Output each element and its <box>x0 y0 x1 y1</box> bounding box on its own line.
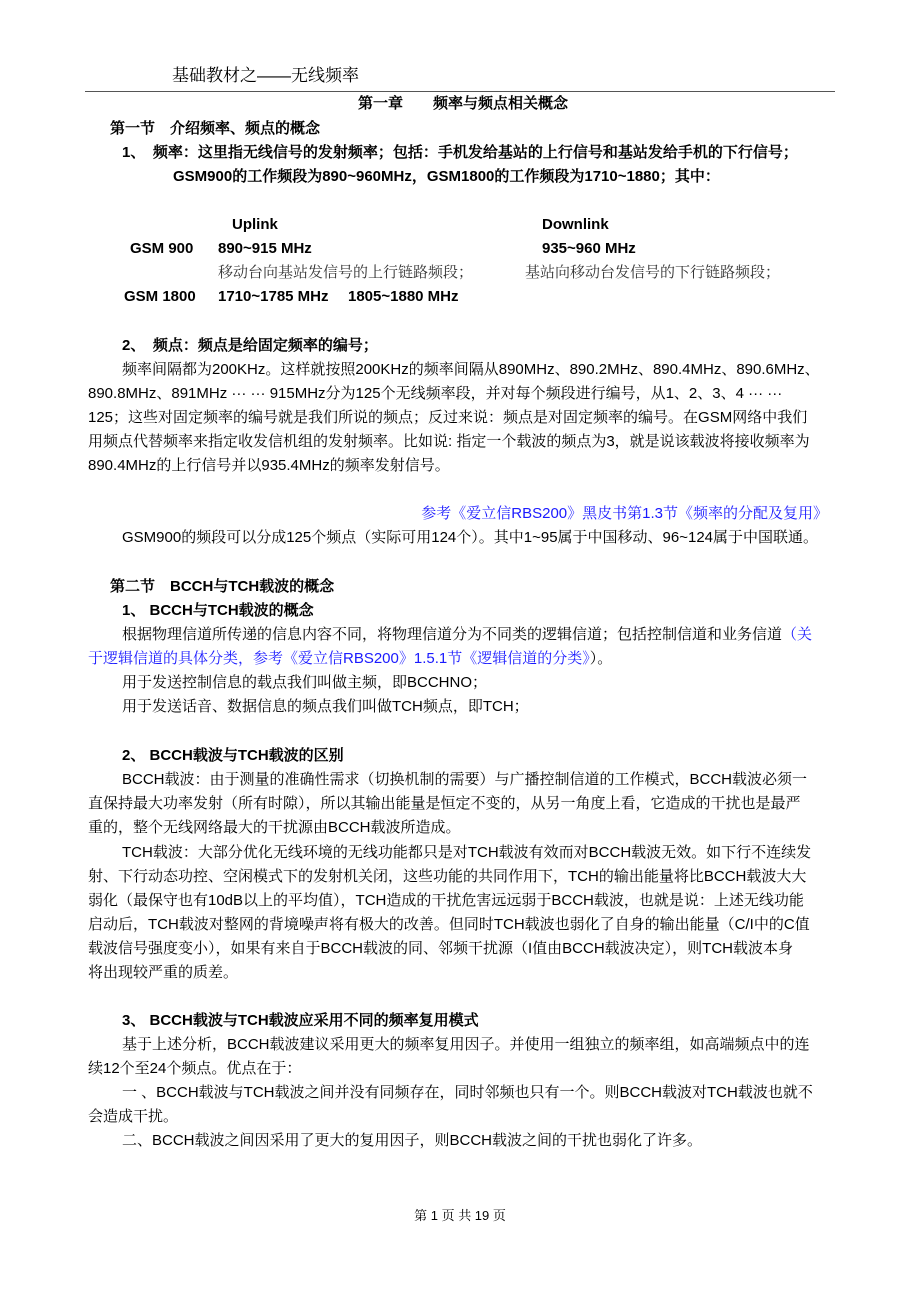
uplink-desc: 移动台向基站发信号的上行链路频段； <box>218 264 474 281</box>
paragraph-line: TCH载波：大部分优化无线环境的无线功能都只是对TCH载波有效而对BCCH载波无效。如下行不连续发 <box>122 844 812 861</box>
s2-item1-heading: 1、 BCCH与TCH载波的概念 <box>122 602 314 619</box>
s2-item2-heading: 2、 BCCH载波与TCH载波的区别 <box>122 747 344 764</box>
paragraph-line: 890.8MHz、891MHz ··· ··· 915MHz分为125个无线频率段，并对每个频段进行编号，从1、2、3、4 ··· ··· <box>88 385 783 402</box>
paragraph-line: 一 、BCCH载波与TCH载波之间并没有同频存在，同时邻频也只有一个。则BCCH载波对TCH载波也就不 <box>122 1084 813 1101</box>
paragraph-line: 启动后，TCH载波对整网的背境噪声将有极大的改善。但同时TCH载波也弱化了自身的输出能量（C/I中的C值 <box>88 916 810 933</box>
paragraph-line: 二、BCCH载波之间因采用了更大的复用因子，则BCCH载波之间的干扰也弱化了许多。 <box>122 1132 703 1149</box>
gsm1800-uplink: 1710~1785 MHz <box>218 288 329 305</box>
paragraph-line: 将出现较严重的质差。 <box>88 964 239 981</box>
paragraph-line <box>88 650 612 668</box>
line-text: ）。 <box>589 650 613 667</box>
item1-line2: GSM900的工作频段为890~960MHz，GSM1800的工作频段为1710~1880；其中： <box>173 168 720 185</box>
paragraph-line: 弱化（最保守也有10dB以上的平均值），TCH造成的干扰危害远远弱于BCCH载波，也就是说：上述无线功能 <box>88 892 804 909</box>
item2-heading: 2、 频点：频点是给固定频率的编号； <box>122 337 378 354</box>
header-divider <box>85 91 835 92</box>
gsm1800-label: GSM 1800 <box>124 288 196 305</box>
page-footer: 第 1 页 共 19 页 <box>414 1208 506 1223</box>
downlink-desc: 基站向移动台发信号的下行链路频段； <box>525 264 781 281</box>
section2-title: 第二节 BCCH与TCH载波的概念 <box>110 578 335 595</box>
gsm900-uplink: 890~915 MHz <box>218 240 312 257</box>
paragraph-line: 续12个至24个频点。优点在于： <box>88 1060 302 1077</box>
paragraph-line: 用频点代替频率来指定收发信机组的发射频率。比如说: 指定一个载波的频点为3，就是说该载波将接收频率为 <box>88 433 810 450</box>
paragraph-line: 射、下行动态功控、空闲模式下的发射机关闭，这些功能的共同作用下，TCH的输出能量将比BCCH载波大大 <box>88 868 807 885</box>
section1-title: 第一节 介绍频率、频点的概念 <box>110 120 321 137</box>
paragraph-line: 用于发送控制信息的载点我们叫做主频，即BCCHNO； <box>122 674 488 691</box>
downlink-header: Downlink <box>542 216 609 233</box>
gsm900-label: GSM 900 <box>130 240 194 257</box>
paragraph-line: 125；这些对固定频率的编号就是我们所说的频点；反过来说：频点是对固定频率的编号。在GSM网络中我们 <box>88 409 808 426</box>
header-title: 基础教材之——无线频率 <box>172 66 359 85</box>
paragraph-line <box>122 626 812 644</box>
paragraph-line: 890.4MHz的上行信号并以935.4MHz的频率发射信号。 <box>88 457 450 474</box>
paragraph-line: 直保持最大功率发射（所有时隙），所以其输出能量是恒定不变的，从另一角度上看，它造成的干扰也是最严 <box>88 795 801 812</box>
gsm900-downlink: 935~960 MHz <box>542 240 636 257</box>
paragraph-line: 基于上述分析，BCCH载波建议采用更大的频率复用因子。并使用一组独立的频率组，如高端频点中的连 <box>122 1036 810 1053</box>
s2-item3-heading: 3、 BCCH载波与TCH载波应采用不同的频率复用模式 <box>122 1012 479 1029</box>
reference-link[interactable]: 参考《爱立信RBS200》黑皮书第1.3节《频率的分配及复用》 <box>421 505 828 522</box>
paragraph-line: 用于发送话音、数据信息的频点我们叫做TCH频点，即TCH； <box>122 698 529 715</box>
item1-heading: 1、 频率：这里指无线信号的发射频率；包括：手机发给基站的上行信号和基站发给手机的下行信号； <box>122 144 798 161</box>
paragraph-line: 频率间隔都为200KHz。这样就按照200KHz的频率间隔从890MHz、890.2MHz、890.4MHz、890.6MHz、 <box>122 361 820 378</box>
paragraph-line: 会造成干扰。 <box>88 1108 179 1125</box>
line-text: 根据物理信道所传递的信息内容不同，将物理信道分为不同类的逻辑信道；包括控制信道和业务信道 <box>122 626 783 643</box>
gsm1800-downlink: 1805~1880 MHz <box>348 288 459 305</box>
uplink-header: Uplink <box>232 216 278 233</box>
chapter-title: 第一章 频率与频点相关概念 <box>358 95 569 112</box>
logical-channel-reference-link[interactable]: （关 <box>782 626 813 643</box>
paragraph-line: 载波信号强度变小），如果有来自于BCCH载波的同、邻频干扰源（I值由BCCH载波决定），则TCH载波本身 <box>88 940 794 957</box>
logical-channel-reference-link[interactable]: 于逻辑信道的具体分类，参考《爱立信RBS200》1.5.1节《逻辑信道的分类》 <box>88 650 590 667</box>
gsm900-note: GSM900的频段可以分成125个频点（实际可用124个）。其中1~95属于中国移动、96~124属于中国联通。 <box>122 529 819 546</box>
paragraph-line: 重的，整个无线网络最大的干扰源由BCCH载波所造成。 <box>88 819 461 836</box>
paragraph-line: BCCH载波：由于测量的准确性需求（切换机制的需要）与广播控制信道的工作模式，BCCH载波必须一 <box>122 771 808 788</box>
